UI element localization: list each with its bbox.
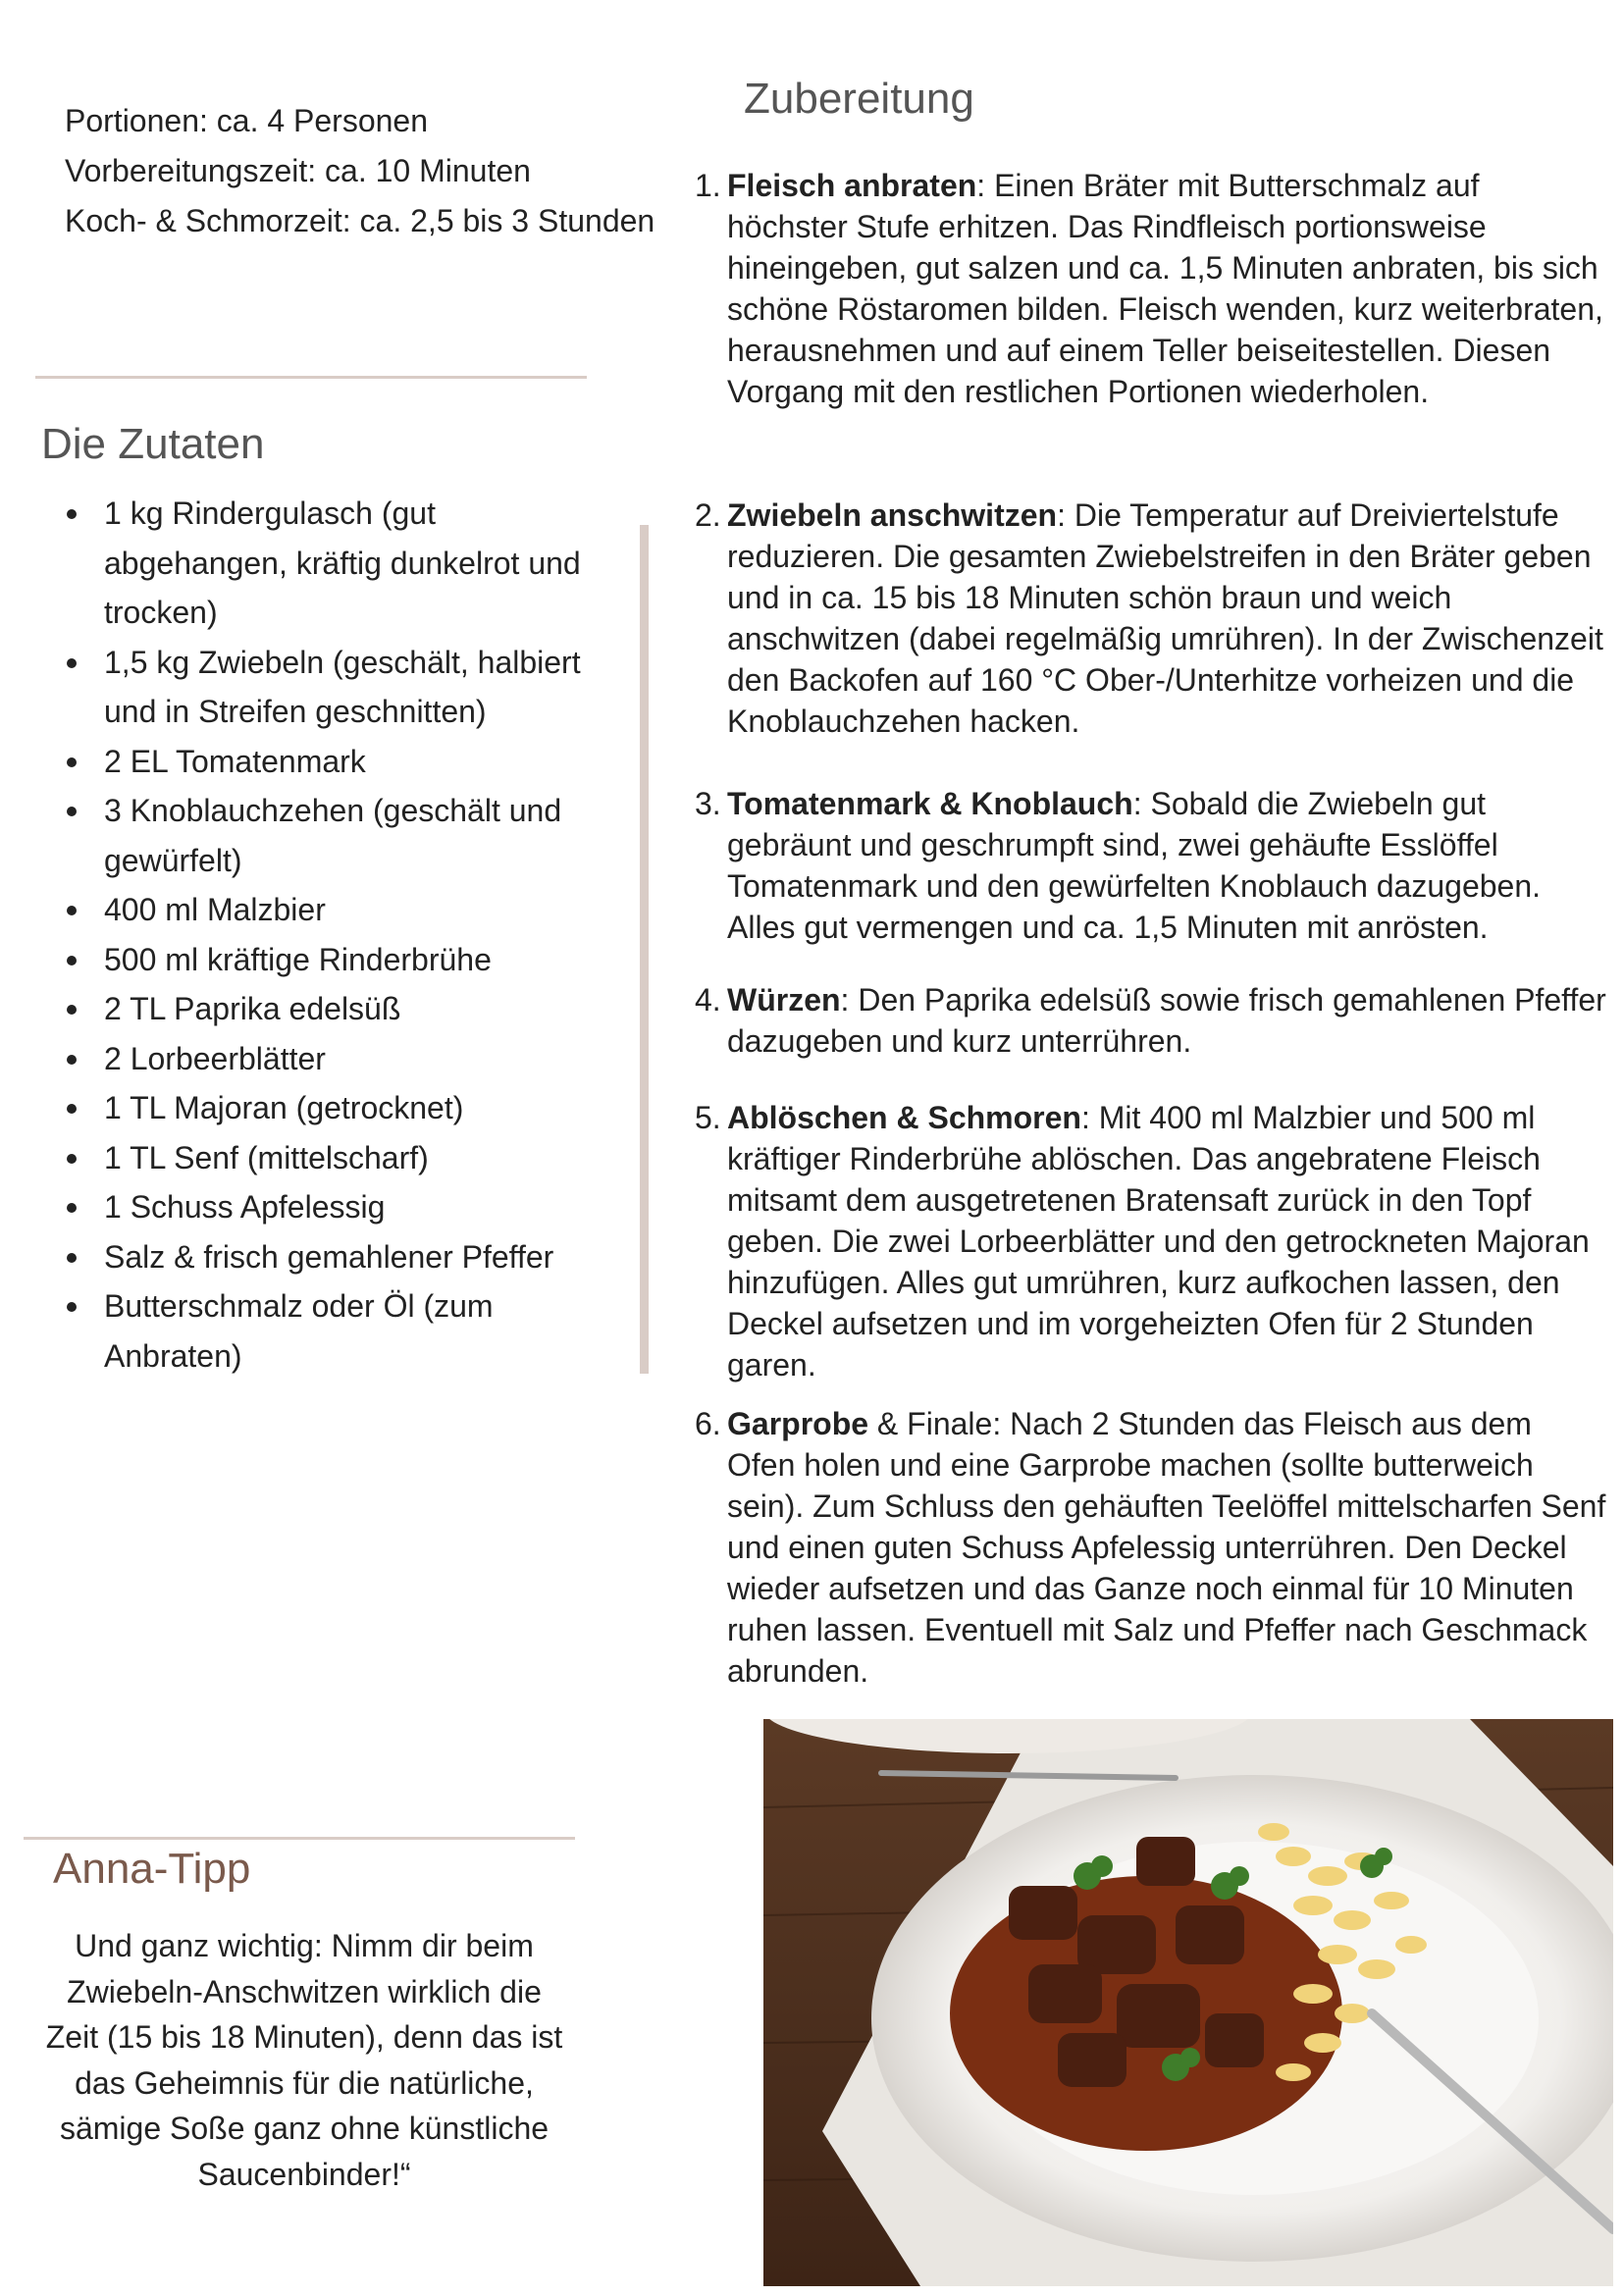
step-2 [695,495,1607,742]
step-3 [695,783,1607,948]
step-number: 6. [695,1406,721,1441]
step-text: : Einen Bräter mit Butterschmalz auf höchster Stufe erhitzen. Das Rindfleisch portionsweise hineingeben, gut salzen und ca. 1,5 Minuten anbraten, bis sich schöne Röstaromen bilden. Fleisch wenden, kurz weiterbraten, herausnehmen und auf einem Teller beiseitestellen. Diesen Vorgang mit den restlichen Portionen wiederholen. [727,168,1603,409]
step-text: : Die Temperatur auf Dreiviertelstufe reduzieren. Die gesamten Zwiebelstreifen in den Bräter geben und in ca. 15 bis 18 Minuten schön braun und weich anschwitzen (dabei regelmäßig umrühren). In der Zwischenzeit den Backofen auf 160 °C Ober-/Unterhitze vorheizen und die Knoblauchzehen hacken. [727,497,1603,739]
step-6 [695,1403,1607,1692]
step-number: 4. [695,982,721,1018]
recipe-meta [65,96,655,246]
step-text: : Den Paprika edelsüß sowie frisch gemahlenen Pfeffer dazugeben und kurz unterrühren. [727,982,1606,1059]
servings-text: Portionen: ca. 4 Personen [65,103,429,138]
step-number: 5. [695,1100,721,1135]
ingredient-item: 2 TL Paprika edelsüß [63,984,612,1034]
step-heading: Zwiebeln anschwitzen [727,497,1058,533]
preparation-title: Zubereitung [744,75,974,123]
step-number: 2. [695,497,721,533]
step-heading: Tomatenmark & Knoblauch [727,786,1133,821]
step-heading: Garprobe [727,1406,869,1441]
ingredient-item: Butterschmalz oder Öl (zum Anbraten) [63,1281,612,1381]
step-heading: Fleisch anbraten [727,168,977,203]
ingredient-item: 2 EL Tomatenmark [63,737,612,787]
tip-divider [24,1837,575,1840]
ingredient-item: 2 Lorbeerblätter [63,1034,612,1084]
step-heading: Würzen [727,982,841,1018]
ingredient-item: 1 kg Rindergulasch (gut abgehangen, kräftig dunkelrot und trocken) [63,489,612,638]
ingredient-item: 1,5 kg Zwiebeln (geschält, halbiert und in Streifen geschnitten) [63,638,612,737]
ingredients-title: Die Zutaten [41,420,265,468]
step-text: & Finale: Nach 2 Stunden das Fleisch aus dem Ofen holen und eine Garprobe machen (sollte butterweich sein). Zum Schluss den gehäuften Teelöffel mittelscharfen Senf und einen guten Schuss Apfelessig unterrühren. Den Deckel wieder aufsetzen und das Ganze noch einmal für 10 Minuten ruhen lassen. Eventuell mit Salz und Pfeffer nach Geschmack abrunden. [727,1406,1606,1689]
tip-title: Anna-Tipp [53,1845,251,1893]
decorative-vertical-bar [640,525,649,1374]
ingredient-item: 400 ml Malzbier [63,885,612,935]
ingredient-item: 500 ml kräftige Rinderbrühe [63,935,612,985]
ingredient-item: Salz & frisch gemahlener Pfeffer [63,1232,612,1282]
ingredient-item: 1 Schuss Apfelessig [63,1182,612,1232]
step-number: 1. [695,168,721,203]
ingredients-list [63,489,612,1381]
step-number: 3. [695,786,721,821]
goulash-photo [763,1719,1613,2286]
ingredient-item: 1 TL Senf (mittelscharf) [63,1133,612,1183]
tip-text: Und ganz wichtig: Nimm dir beim Zwiebeln-Anschwitzen wirklich die Zeit (15 bis 18 Minuten), denn das ist das Geheimnis für die natürliche, sämige Soße ganz ohne künstliche Saucenbinder!“ [45,1928,563,2192]
step-heading: Ablöschen & Schmoren [727,1100,1081,1135]
cook-time-text: Koch- & Schmorzeit: ca. 2,5 bis 3 Stunden [65,203,655,238]
ingredients-divider [35,376,587,379]
prep-time-text: Vorbereitungszeit: ca. 10 Minuten [65,153,531,188]
step-1 [695,165,1607,412]
step-text: : Sobald die Zwiebeln gut gebräunt und geschrumpft sind, zwei gehäufte Esslöffel Tomatenmark und den gewürfelten Knoblauch dazugeben. Alles gut vermengen und ca. 1,5 Minuten mit anrösten. [727,786,1542,945]
step-4 [695,979,1607,1062]
ingredient-item: 1 TL Majoran (getrocknet) [63,1083,612,1133]
ingredient-item: 3 Knoblauchzehen (geschält und gewürfelt) [63,786,612,885]
goulash-plate-illustration [763,1719,1613,2286]
step-text: : Mit 400 ml Malzbier und 500 ml kräftiger Rinderbrühe ablöschen. Das angebratene Fleisch mitsamt dem ausgetretenen Bratensaft zurück in den Topf geben. Die zwei Lorbeerblätter und den getrockneten Majoran hinzufügen. Alles gut umrühren, kurz aufkochen lassen, den Deckel aufsetzen und im vorgeheizten Ofen für 2 Stunden garen. [727,1100,1590,1383]
step-5 [695,1097,1607,1385]
